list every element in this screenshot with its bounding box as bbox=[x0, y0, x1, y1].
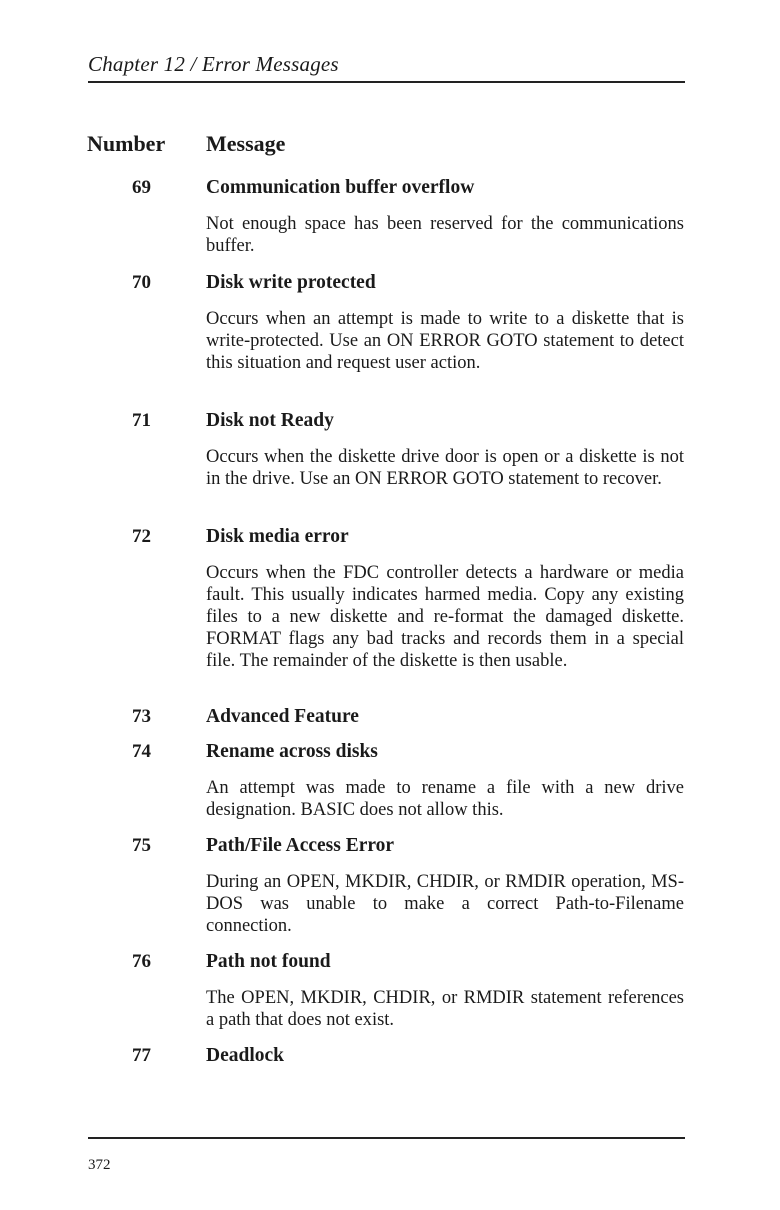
error-title: Disk write protected bbox=[206, 272, 376, 293]
error-title: Disk not Ready bbox=[206, 410, 334, 431]
error-title: Path not found bbox=[206, 951, 331, 972]
error-title: Rename across disks bbox=[206, 741, 378, 762]
error-number: 73 bbox=[132, 706, 151, 727]
error-number: 72 bbox=[132, 526, 151, 547]
error-description: The OPEN, MKDIR, CHDIR, or RMDIR statement references a path that does not exist. bbox=[206, 988, 684, 1030]
error-number: 74 bbox=[132, 741, 151, 762]
error-description: An attempt was made to rename a file with a new drive designation. BASIC does not allow this. bbox=[206, 778, 684, 820]
error-description: Occurs when the diskette drive door is open or a diskette is not in the drive. Use an ON ERROR GOTO statement to recover. bbox=[206, 447, 684, 489]
error-number: 76 bbox=[132, 951, 151, 972]
error-number: 70 bbox=[132, 272, 151, 293]
error-title: Path/File Access Error bbox=[206, 835, 395, 856]
column-header-number: Number bbox=[87, 131, 166, 156]
error-number: 77 bbox=[132, 1045, 151, 1066]
error-title: Disk media error bbox=[206, 526, 349, 547]
page-number: 372 bbox=[88, 1157, 111, 1173]
running-head: Chapter 12 / Error Messages bbox=[88, 52, 339, 76]
error-number: 69 bbox=[132, 177, 151, 198]
error-title: Deadlock bbox=[206, 1045, 284, 1066]
error-number: 71 bbox=[132, 410, 151, 431]
error-description: Occurs when an attempt is made to write to a diskette that is write-protected. Use an ON ERROR GOTO statement to detect this situation and request user action. bbox=[206, 309, 684, 373]
error-title: Advanced Feature bbox=[206, 706, 359, 727]
error-description: Not enough space has been reserved for the communications buffer. bbox=[206, 214, 684, 256]
error-description: During an OPEN, MKDIR, CHDIR, or RMDIR operation, MS-DOS was unable to make a correct Path-to-Filename connection. bbox=[206, 872, 684, 936]
footer-rule bbox=[88, 1137, 685, 1139]
column-header-message: Message bbox=[206, 131, 286, 156]
error-number: 75 bbox=[132, 835, 151, 856]
header-rule bbox=[88, 81, 685, 83]
error-description: Occurs when the FDC controller detects a hardware or media fault. This usually indicates harmed media. Copy any existing files to a new diskette and re-format the damaged diskette. FORMAT flags any bad tracks and records them in a special file. The remainder of the diskette is then usable. bbox=[206, 563, 684, 671]
error-title: Communication buffer overflow bbox=[206, 177, 475, 198]
